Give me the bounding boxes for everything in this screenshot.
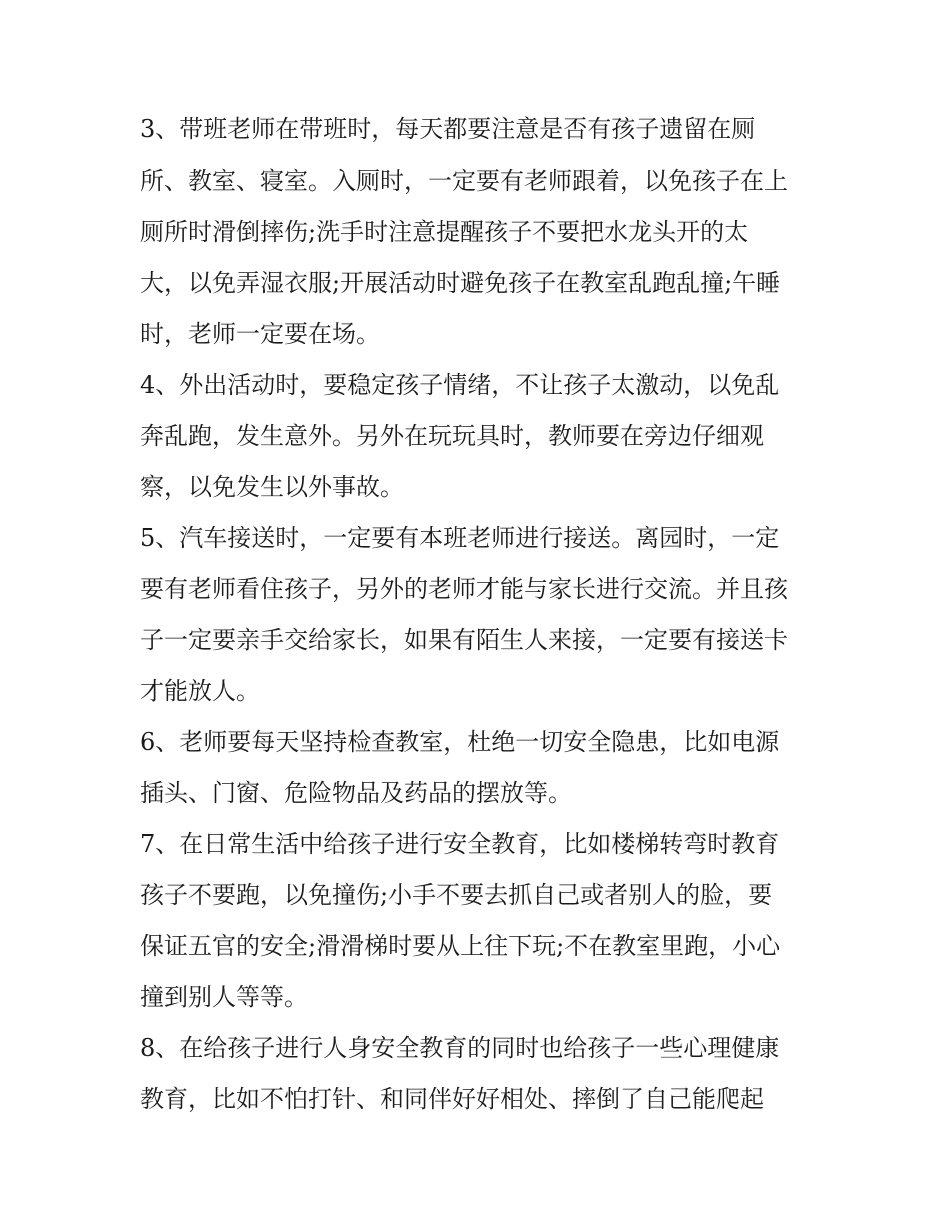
text-line: 大，以免弄湿衣服;开展活动时避免孩子在教室乱跑乱撞;午睡 <box>140 269 781 297</box>
text-line: 5、汽车接送时，一定要有本班老师进行接送。离园时，一定 <box>140 524 780 552</box>
text-line: 教育，比如不怕打针、和同伴好好相处、摔倒了自己能爬起 <box>140 1085 764 1113</box>
text-line: 察，以免发生以外事故。 <box>140 473 404 501</box>
text-line: 4、外出活动时，要稳定孩子情绪，不让孩子太激动，以免乱 <box>140 371 780 399</box>
text-line: 要有老师看住孩子，另外的老师才能与家长进行交流。并且孩 <box>140 575 788 603</box>
text-line: 厕所时滑倒摔伤;洗手时注意提醒孩子不要把水龙头开的太 <box>140 218 749 246</box>
text-line: 3、带班老师在带班时，每天都要注意是否有孩子遗留在厕 <box>140 115 756 143</box>
text-line: 才能放人。 <box>140 677 260 705</box>
text-line: 奔乱跑，发生意外。另外在玩玩具时，教师要在旁边仔细观 <box>140 422 764 450</box>
text-line: 保证五官的安全;滑滑梯时要从上往下玩;不在教室里跑，小心 <box>140 932 781 960</box>
text-line: 撞到别人等等。 <box>140 983 308 1011</box>
text-line: 7、在日常生活中给孩子进行安全教育，比如楼梯转弯时教育 <box>140 830 780 858</box>
text-line: 时，老师一定要在场。 <box>140 320 380 348</box>
text-line: 插头、门窗、危险物品及药品的摆放等。 <box>140 779 572 807</box>
text-line: 所、教室、寝室。入厕时，一定要有老师跟着，以免孩子在上 <box>140 167 788 195</box>
text-line: 子一定要亲手交给家长，如果有陌生人来接，一定要有接送卡 <box>140 626 788 654</box>
text-line: 6、老师要每天坚持检查教室，杜绝一切安全隐患，比如电源 <box>140 728 780 756</box>
text-line: 孩子不要跑，以免撞伤;小手不要去抓自己或者别人的脸，要 <box>140 881 773 909</box>
text-line: 8、在给孩子进行人身安全教育的同时也给孩子一些心理健康 <box>140 1034 780 1062</box>
